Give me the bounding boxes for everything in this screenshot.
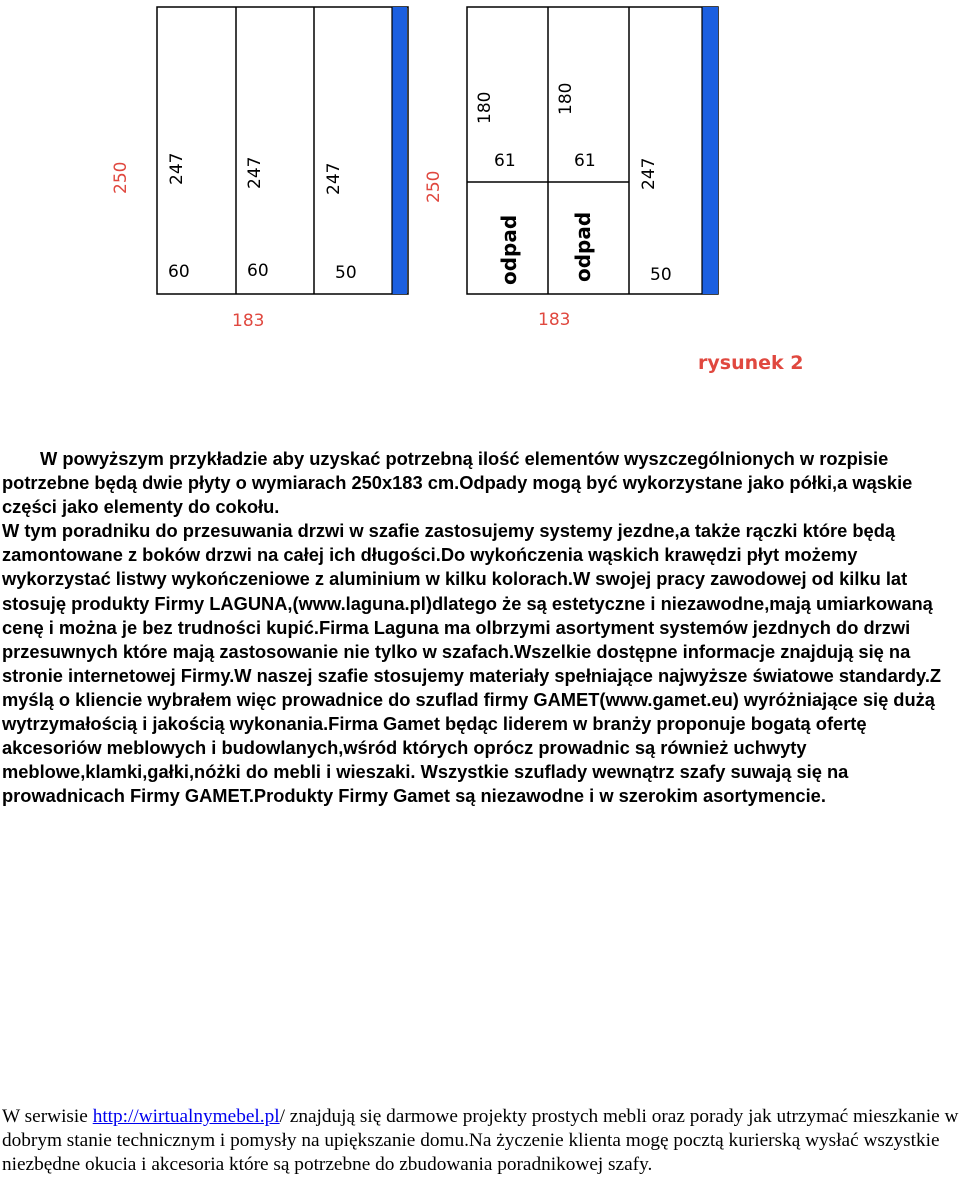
left-col3-height-label: 247 [324,162,344,195]
right-col2-top-height-label: 180 [556,82,576,115]
site-link[interactable]: http://wirtualnymebel.pl [92,1106,280,1127]
right-col1-top-height-label: 180 [475,91,495,124]
left-col1-height-label: 247 [167,152,187,185]
right-col1-waste-label: odpad [497,214,521,285]
left-col1-width-label: 60 [168,262,190,282]
left-board-width-label: 183 [232,311,265,331]
figure-caption: rysunek 2 [698,352,804,374]
main-description [2,447,960,808]
left-board-height-label: 250 [111,161,131,194]
right-col2-top-width-label: 61 [574,151,596,171]
footer-intro: W serwisie [2,1106,93,1127]
left-col2-height-label: 247 [245,156,265,189]
right-col1-top-width-label: 61 [494,151,516,171]
cutting-diagram [0,0,960,400]
footer-note [2,1105,960,1177]
left-col3-width-label: 50 [335,263,357,283]
right-col2-waste-label: odpad [571,211,595,282]
right-board-height-label: 250 [424,170,444,203]
paragraph-1: W powyższym przykładzie aby uzyskać potrzebną ilość elementów wyszczególnionych w rozpisie potrzebne będą dwie płyty o wymiarach 250x183 cm.Odpady mogą być wykorzystane jako półki,a wąskie części jako elementy do cokołu. [2,448,913,518]
right-col3-height-label: 247 [639,157,659,190]
right-board-width-label: 183 [538,310,571,330]
paragraph-2: W tym poradniku do przesuwania drzwi w szafie zastosujemy systemy jezdne,a także rączki które będą zamontowane z boków drzwi na całej ich długości.Do wykończenia wąskich krawędzi płyt możemy wykorzystać listwy wykończeniowe z aluminium w kilku kolorach.W swojej pracy zawodowej od kilku lat stosuję produkty Firmy LAGUNA,(www.laguna.pl)dlatego że są estetyczne i niezawodne,mają umiarkowaną cenę i można je bez trudności kupić.Firma Laguna ma olbrzymi asortyment systemów jezdnych do drzwi przesuwnych które mają zastosowanie nie tylko w szafach.Wszelkie dostępne informacje znajdują się na stronie internetowej Firmy.W naszej szafie stosujemy materiały spełniające najwyższe światowe standardy.Z myślą o kliencie wybrałem więc prowadnice do szuflad firmy GAMET(www.gamet.eu) wyróżniające się dużą wytrzymałością i jakością wykonania.Firma Gamet będąc liderem w branży proponuje bogatą ofertę akcesoriów meblowych i budowlanych,wśród których oprócz prowadnic są również uchwyty meblowe,klamki,gałki,nóżki do mebli i wieszaki. Wszystkie szuflady wewnątrz szafy suwają się na prowadnicach Firmy GAMET.Produkty Firmy Gamet są niezawodne i w szerokim asortymencie. [2,520,942,807]
right-board-edge-strip [702,7,718,294]
footer-rest: / znajdują się darmowe projekty prostych mebli oraz porady jak utrzymać mieszkanie w dobrym stanie technicznym i pomysły na upiększanie domu.Na życzenie klienta mogę pocztą kurierską wysłać wszystkie niezbędne okucia i akcesoria które są potrzebne do zbudowania poradnikowej szafy. [2,1106,959,1175]
right-col3-width-label: 50 [650,265,672,285]
left-col2-width-label: 60 [247,261,269,281]
left-board [157,7,408,294]
left-board-edge-strip [392,7,407,294]
